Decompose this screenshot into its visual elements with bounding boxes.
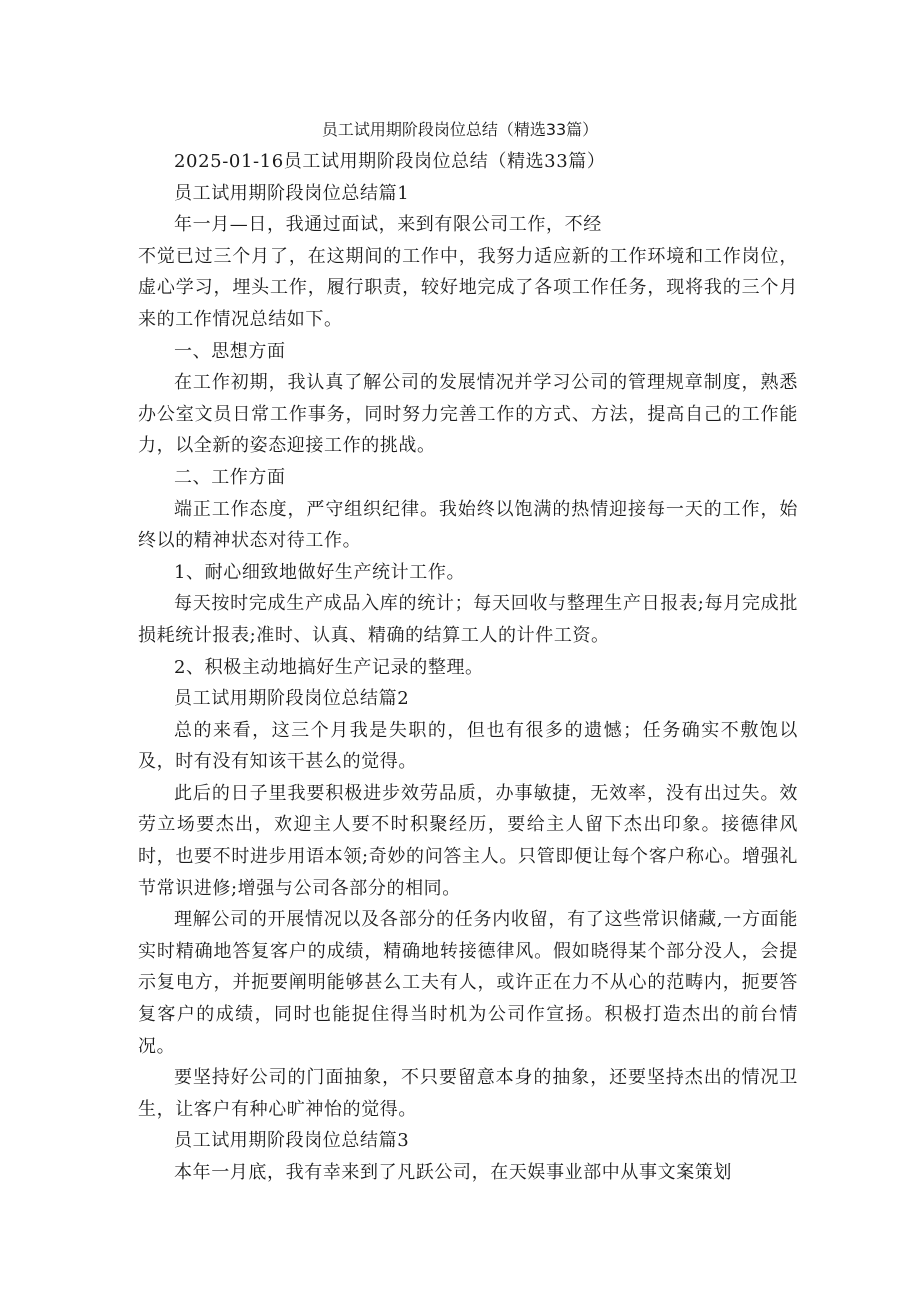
paragraph: 不觉已过三个月了，在这期间的工作中，我努力适应新的工作环境和工作岗位，虚心学习，埋头工作，履行职责，较好地完成了各项工作任务，现将我的三个月来的工作情况总结如下。	[138, 245, 798, 330]
paragraph: 要坚持好公司的门面抽象，不只要留意本身的抽象，还要坚持杰出的情况卫生，让客户有种心旷神怡的觉得。	[138, 1067, 798, 1120]
paragraph: 年一月—日，我通过面试，来到有限公司工作，不经	[174, 214, 602, 236]
paragraph: 端正工作态度，严守组织纪律。我始终以饱满的热情迎接每一天的工作，始终以的精神状态对待工作。	[138, 498, 798, 552]
document-title: 员工试用期阶段岗位总结（精选33篇）	[321, 120, 599, 139]
paragraph: 本年一月底，我有幸来到了凡跃公司，在天娱事业部中从事文案策划	[174, 1162, 732, 1183]
date-line: 2025-01-16员工试用期阶段岗位总结（精选33篇）	[174, 151, 606, 172]
document-body	[138, 146, 798, 1189]
paragraph: 每天按时完成生产成品入库的统计；每天回收与整理生产日报表;每月完成批损耗统计报表;准时、认真、精确的结算工人的计件工资。	[138, 593, 798, 646]
list-item-heading: 1、耐心细致地做好生产统计工作。	[174, 561, 466, 583]
section-heading: 员工试用期阶段岗位总结篇2	[174, 688, 410, 710]
paragraph: 总的来看，这三个月我是失职的，但也有很多的遗憾；任务确实不敷饱以及，时有没有知该干甚么的觉得。	[138, 719, 798, 773]
list-item-heading: 2、积极主动地搞好生产记录的整理。	[174, 656, 484, 678]
subheading: 一、思想方面	[174, 340, 286, 362]
section-heading: 员工试用期阶段岗位总结篇3	[174, 1130, 410, 1152]
paragraph: 此后的日子里我要积极进步效劳品质，办事敏捷，无效率，没有出过失。效劳立场要杰出，欢迎主人要不时积聚经历，要给主人留下杰出印象。接德律风时，也要不时进步用语本领;奇妙的问答主人。只管即便让每个客户称心。增强礼节常识进修;增强与公司各部分的相同。	[138, 782, 798, 899]
paragraph: 在工作初期，我认真了解公司的发展情况并学习公司的管理规章制度，熟悉办公室文员日常工作事务，同时努力完善工作的方式、方法，提高自己的工作能力，以全新的姿态迎接工作的挑战。	[138, 372, 798, 457]
subheading: 二、工作方面	[174, 466, 286, 488]
paragraph: 理解公司的开展情况以及各部分的任务内收留，有了这些常识储藏,一方面能实时精确地答复客户的成绩，精确地转接德律风。假如晓得某个部分没人，会提示复电方，并扼要阐明能够甚么工夫有人，或许正在力不从心的范畴内，扼要答复客户的成绩，同时也能捉住得当时机为公司作宣扬。积极打造杰出的前台情况。	[138, 909, 798, 1057]
section-heading: 员工试用期阶段岗位总结篇1	[174, 182, 410, 204]
